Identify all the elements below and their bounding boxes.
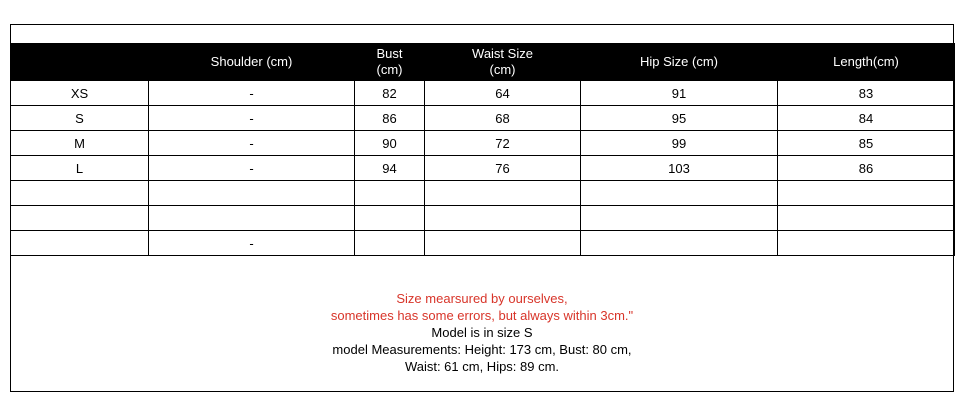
table-cell: 91 [581,81,778,106]
table-cell: - [149,106,355,131]
table-cell: - [149,81,355,106]
table-cell: 86 [778,156,955,181]
table-row [11,131,955,156]
table-cell: - [149,231,355,256]
table-cell [778,206,955,231]
table-row [11,156,955,181]
table-cell [355,206,425,231]
table-cell: 94 [355,156,425,181]
table-cell: 72 [425,131,581,156]
table-cell [149,206,355,231]
note-line-3: Model is in size S [431,325,533,340]
table-cell: - [149,156,355,181]
table-body [11,81,955,256]
header-cell: Length(cm) [778,44,955,81]
size-table [10,43,955,256]
table-cell [581,206,778,231]
table-row [11,106,955,131]
header-cell: Bust (cm) [355,44,425,81]
table-cell: 85 [778,131,955,156]
header-cell [11,44,149,81]
size-label-cell: L [11,156,149,181]
table-cell: 86 [355,106,425,131]
table-cell: 90 [355,131,425,156]
table-cell [425,206,581,231]
table-cell [355,231,425,256]
note-line-5: Waist: 61 cm, Hips: 89 cm. [404,359,560,374]
table-cell [778,181,955,206]
measurement-notes [10,290,954,375]
table-cell: 76 [425,156,581,181]
size-label-cell [11,206,149,231]
table-cell [581,181,778,206]
table-row [11,81,955,106]
table-cell: 83 [778,81,955,106]
table-cell: 95 [581,106,778,131]
table-cell: 103 [581,156,778,181]
table-row [11,206,955,231]
header-cell: Shoulder (cm) [149,44,355,81]
note-line-4: model Measurements: Height: 173 cm, Bust: 80 cm, [332,342,632,357]
table-row [11,231,955,256]
table-cell [581,231,778,256]
table-cell [149,181,355,206]
size-label-cell: XS [11,81,149,106]
header-row [11,44,955,81]
header-cell: Hip Size (cm) [581,44,778,81]
size-label-cell [11,231,149,256]
table-cell [778,231,955,256]
header-cell: Waist Size (cm) [425,44,581,81]
size-label-cell [11,181,149,206]
note-line-2: sometimes has some errors, but always within 3cm." [330,308,634,323]
table-cell: 84 [778,106,955,131]
table-cell: 82 [355,81,425,106]
note-line-1: Size mearsured by ourselves, [396,291,568,306]
table-cell [425,181,581,206]
table-row [11,181,955,206]
table-cell [355,181,425,206]
table-cell: 99 [581,131,778,156]
size-label-cell: M [11,131,149,156]
table-cell [425,231,581,256]
table-cell: 64 [425,81,581,106]
table-cell: - [149,131,355,156]
size-label-cell: S [11,106,149,131]
table-cell: 68 [425,106,581,131]
